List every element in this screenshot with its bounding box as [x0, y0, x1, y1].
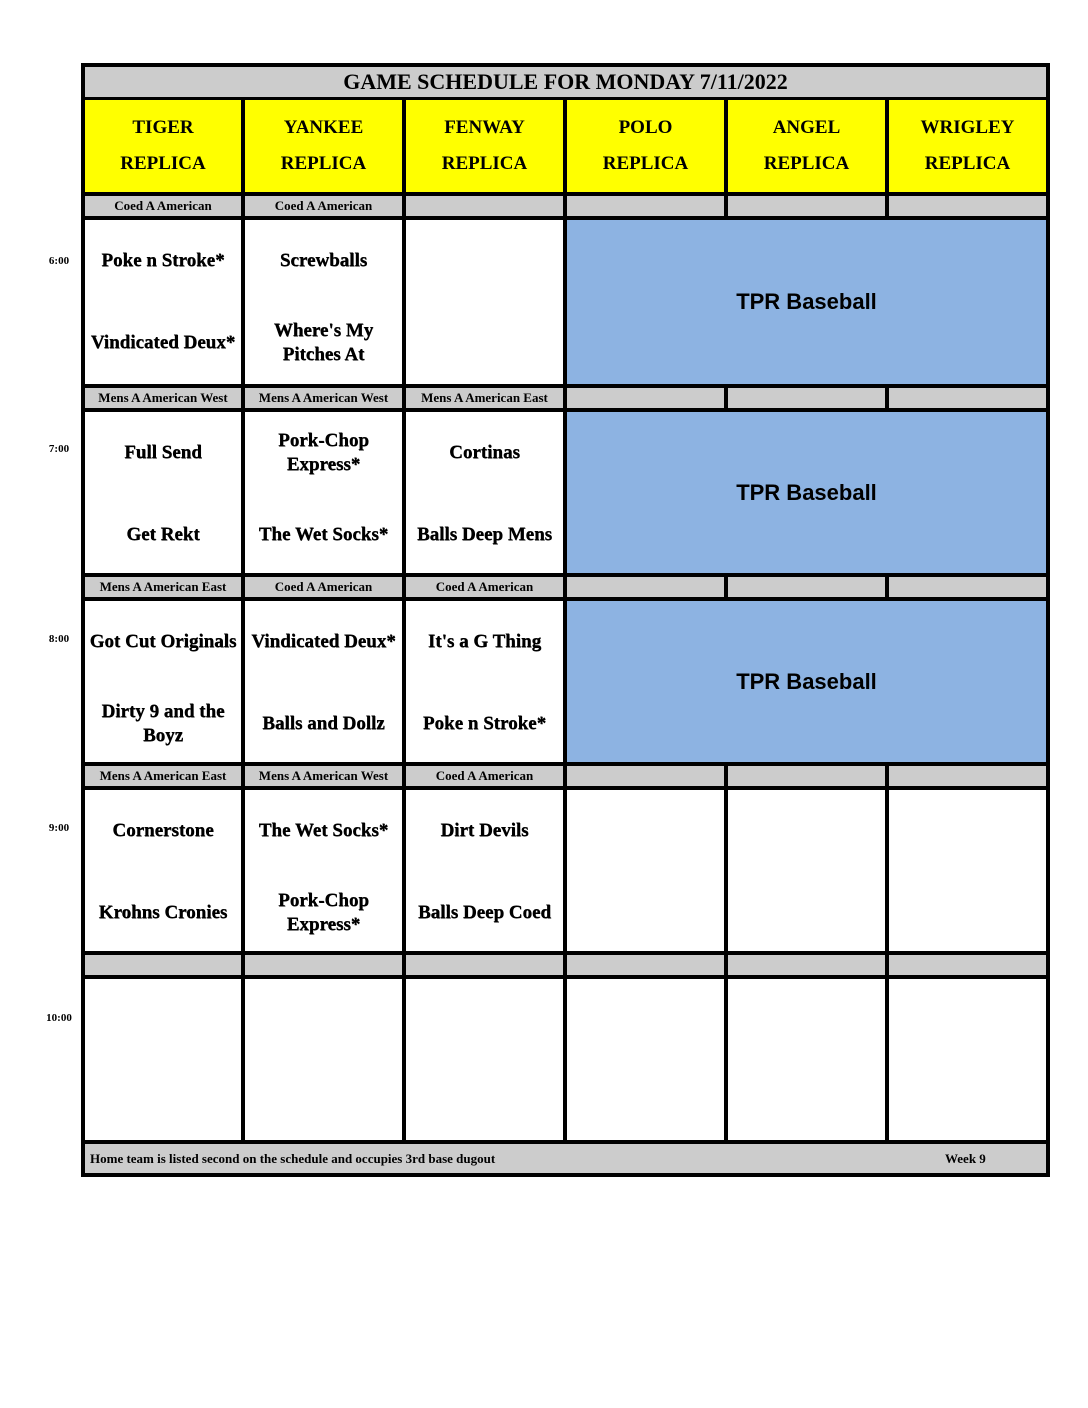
division-label [567, 388, 724, 408]
home-team [728, 1061, 885, 1143]
home-team [889, 872, 1046, 954]
division-label: Mens A American East [85, 577, 241, 597]
home-team: Poke n Stroke* [422, 713, 547, 734]
home-team [889, 1061, 1046, 1143]
away-team [567, 790, 724, 872]
field-name: POLO [618, 117, 673, 138]
game-cell [245, 979, 402, 1140]
field-header-polo [567, 100, 724, 192]
game-cell [85, 790, 241, 951]
away-team [406, 220, 563, 302]
away-team: Dirt Devils [440, 820, 529, 841]
tpr-baseball-block: TPR Baseball [567, 601, 1046, 762]
home-team [406, 1061, 563, 1143]
away-team: Poke n Stroke* [101, 250, 225, 271]
division-label: Mens A American West [85, 388, 241, 408]
away-team: Screwballs [279, 250, 368, 271]
division-label [245, 955, 402, 975]
division-label [889, 955, 1046, 975]
away-team: It's a G Thing [427, 631, 542, 652]
home-team [567, 1061, 724, 1143]
field-header-yankee [245, 100, 402, 192]
field-name: FENWAY [444, 117, 525, 138]
home-team: Vindicated Deux* [90, 332, 236, 353]
division-label: Mens A American West [245, 766, 402, 786]
time-label-9-00: 9:00 [48, 822, 70, 834]
away-team: The Wet Socks* [258, 820, 389, 841]
time-label-10-00: 10:00 [46, 1012, 72, 1024]
game-cell [728, 979, 885, 1140]
game-cell [245, 412, 402, 573]
division-label [889, 766, 1046, 786]
home-team: Balls Deep Coed [418, 902, 551, 923]
away-team [728, 790, 885, 872]
division-label [567, 955, 724, 975]
division-label: Mens A American West [245, 388, 402, 408]
division-label: Coed A American [406, 577, 563, 597]
division-label [889, 196, 1046, 216]
game-cell [406, 790, 563, 951]
field-name: YANKEE [283, 117, 364, 138]
division-label: Mens A American East [406, 388, 563, 408]
game-cell [406, 979, 563, 1140]
division-label [406, 955, 563, 975]
game-cell [85, 979, 241, 1140]
game-cell [406, 601, 563, 762]
away-team: Pork-Chop Express* [278, 430, 369, 475]
home-team: Krohns Cronies [98, 902, 228, 923]
field-type: REPLICA [441, 153, 528, 174]
division-label: Coed A American [245, 577, 402, 597]
home-team-note: Home team is listed second on the schedule and occupies 3rd base dugout [90, 1151, 496, 1166]
home-team: Pork-Chop Express* [278, 890, 369, 935]
away-team [567, 979, 724, 1061]
home-team: Where's My Pitches At [273, 320, 374, 365]
away-team: Cortinas [449, 442, 520, 463]
home-team [85, 1061, 241, 1143]
division-label [406, 196, 563, 216]
division-label [728, 766, 885, 786]
field-header-tiger [85, 100, 241, 192]
schedule-title: GAME SCHEDULE FOR MONDAY 7/11/2022 [85, 67, 1046, 97]
division-label [889, 388, 1046, 408]
away-team [85, 979, 241, 1061]
away-team [889, 979, 1046, 1061]
home-team: Balls Deep Mens [416, 524, 553, 545]
field-header-angel [728, 100, 885, 192]
division-label [728, 577, 885, 597]
division-label: Coed A American [406, 766, 563, 786]
division-label [889, 577, 1046, 597]
tpr-baseball-block: TPR Baseball [567, 220, 1046, 384]
game-cell [567, 979, 724, 1140]
away-team: Got Cut Originals [89, 631, 237, 652]
tpr-baseball-block: TPR Baseball [567, 412, 1046, 573]
division-label [728, 955, 885, 975]
division-label: Mens A American East [85, 766, 241, 786]
division-label [728, 196, 885, 216]
away-team [245, 979, 402, 1061]
game-cell [567, 790, 724, 951]
time-label-7-00: 7:00 [48, 443, 70, 455]
division-label [728, 388, 885, 408]
field-type: REPLICA [763, 153, 850, 174]
time-label-6-00: 6:00 [48, 255, 70, 267]
schedule-table [81, 63, 1050, 1177]
field-type: REPLICA [602, 153, 689, 174]
field-name: ANGEL [772, 117, 841, 138]
game-cell [245, 601, 402, 762]
away-team: Cornerstone [112, 820, 214, 841]
game-cell [245, 790, 402, 951]
division-label: Coed A American [85, 196, 241, 216]
division-label [567, 766, 724, 786]
home-team: Balls and Dollz [262, 713, 385, 734]
away-team [406, 979, 563, 1061]
home-team: Get Rekt [126, 524, 200, 545]
away-team [728, 979, 885, 1061]
field-name: TIGER [132, 117, 194, 138]
home-team [567, 872, 724, 954]
field-type: REPLICA [924, 153, 1011, 174]
division-label [567, 196, 724, 216]
game-cell [245, 220, 402, 384]
home-team [728, 872, 885, 954]
field-type: REPLICA [280, 153, 367, 174]
game-cell [406, 220, 563, 384]
division-label [85, 955, 241, 975]
game-cell [889, 790, 1046, 951]
division-label: Coed A American [245, 196, 402, 216]
field-type: REPLICA [120, 153, 206, 174]
game-cell [728, 790, 885, 951]
game-cell [85, 601, 241, 762]
home-team [245, 1061, 402, 1143]
home-team [406, 302, 563, 384]
field-name: WRIGLEY [920, 117, 1015, 138]
week-label: Week 9 [945, 1151, 986, 1166]
time-label-8-00: 8:00 [48, 633, 70, 645]
field-header-wrigley [889, 100, 1046, 192]
game-cell [406, 412, 563, 573]
away-team: Vindicated Deux* [251, 631, 396, 652]
game-cell [85, 412, 241, 573]
game-cell [85, 220, 241, 384]
away-team: Full Send [124, 442, 202, 463]
away-team [889, 790, 1046, 872]
game-cell [889, 979, 1046, 1140]
home-team: Dirty 9 and the Boyz [101, 701, 225, 746]
schedule-footer [85, 1144, 1046, 1173]
home-team: The Wet Socks* [258, 524, 389, 545]
division-label [567, 577, 724, 597]
field-header-fenway [406, 100, 563, 192]
